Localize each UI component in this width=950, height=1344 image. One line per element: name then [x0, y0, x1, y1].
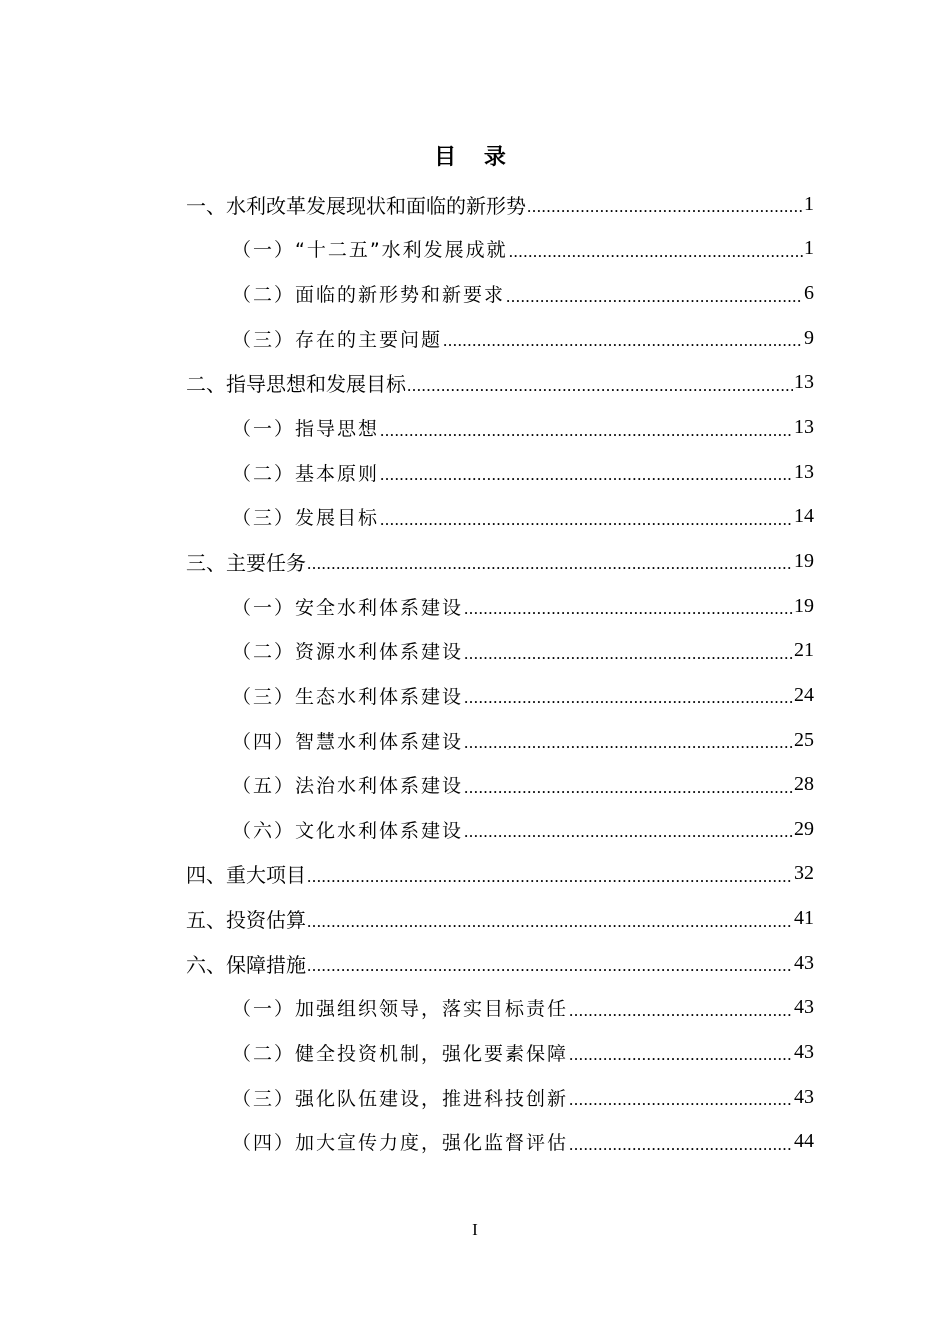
dot-leader: [569, 1045, 793, 1065]
dot-leader: [464, 822, 793, 842]
toc-entry[interactable]: [0, 941, 950, 986]
toc-entry[interactable]: [0, 405, 950, 450]
toc-entry[interactable]: [0, 628, 950, 673]
dot-leader: [464, 733, 793, 753]
toc-entry[interactable]: [0, 852, 950, 897]
toc-entry-label: （二）面临的新形势和新要求: [232, 284, 506, 307]
toc-entry[interactable]: [0, 227, 950, 272]
dot-leader: [464, 778, 793, 798]
toc-entry-page: 43: [794, 951, 814, 974]
dot-leader: [464, 644, 793, 664]
toc-entry-page: 28: [794, 773, 814, 796]
toc-entry-label: （六）文化水利体系建设: [232, 819, 464, 842]
toc-entry[interactable]: [0, 896, 950, 941]
toc-entry-page: 43: [794, 996, 814, 1019]
dot-leader: [527, 197, 803, 217]
toc-entry[interactable]: [0, 584, 950, 629]
toc-entry-label: 一、水利改革发展现状和面临的新形势: [186, 193, 526, 218]
toc-entry-page: 43: [794, 1085, 814, 1108]
toc-entry-page: 1: [804, 192, 814, 215]
toc-entry-label: 二、指导思想和发展目标: [186, 372, 406, 397]
dot-leader: [380, 421, 793, 441]
toc-entry-page: 29: [794, 817, 814, 840]
toc-entry[interactable]: [0, 986, 950, 1031]
toc-entry-page: 1: [804, 237, 814, 260]
toc-entry[interactable]: [0, 807, 950, 852]
toc-entry-label: （二）健全投资机制，强化要素保障: [232, 1042, 569, 1065]
toc-entry[interactable]: [0, 1075, 950, 1120]
toc-entry-label: （一）指导思想: [232, 418, 380, 441]
toc-entry[interactable]: [0, 718, 950, 763]
page-title: 目 录: [434, 144, 516, 170]
toc-entry-page: 21: [794, 639, 814, 662]
toc-entry-page: 19: [794, 549, 814, 572]
toc-entry[interactable]: [0, 1030, 950, 1075]
dot-leader: [464, 688, 793, 708]
toc-entry[interactable]: [0, 271, 950, 316]
toc-entry-page: 19: [794, 594, 814, 617]
toc-entry-page: 6: [804, 282, 814, 305]
toc-entry-label: （二）基本原则: [232, 462, 380, 485]
toc-entry-label: （二）资源水利体系建设: [232, 641, 464, 664]
toc-entry-label: （四）智慧水利体系建设: [232, 730, 464, 753]
dot-leader: [307, 912, 793, 932]
toc-entry[interactable]: [0, 316, 950, 361]
toc-entry-label: （一）加强组织领导，落实目标责任: [232, 998, 569, 1021]
toc-entry[interactable]: [0, 361, 950, 406]
toc-entry[interactable]: [0, 494, 950, 539]
toc-entry-label: （四）加大宣传力度，强化监督评估: [232, 1132, 569, 1155]
toc-entry[interactable]: [0, 539, 950, 584]
dot-leader: [407, 376, 793, 396]
toc-entry-label: （三）发展目标: [232, 507, 380, 530]
dot-leader: [307, 956, 793, 976]
dot-leader: [464, 599, 793, 619]
toc-entry-label: （三）存在的主要问题: [232, 328, 443, 351]
dot-leader: [569, 1135, 793, 1155]
toc-entry-label: （一）安全水利体系建设: [232, 596, 464, 619]
toc-entry-label: （五）法治水利体系建设: [232, 775, 464, 798]
toc-entry-page: 14: [794, 505, 814, 528]
toc-entry[interactable]: [0, 450, 950, 495]
table-of-contents: [0, 182, 950, 1164]
toc-entry[interactable]: [0, 182, 950, 227]
toc-entry[interactable]: [0, 1119, 950, 1164]
toc-entry-page: 13: [794, 371, 814, 394]
dot-leader: [509, 242, 803, 262]
dot-leader: [307, 867, 793, 887]
toc-entry-label: 五、投资估算: [186, 908, 306, 933]
dot-leader: [307, 554, 793, 574]
toc-entry-page: 25: [794, 728, 814, 751]
dot-leader: [569, 1001, 793, 1021]
toc-entry-page: 41: [794, 907, 814, 930]
toc-entry-page: 43: [794, 1040, 814, 1063]
toc-entry-page: 24: [794, 683, 814, 706]
dot-leader: [443, 331, 803, 351]
toc-entry-page: 9: [804, 326, 814, 349]
toc-entry-page: 13: [794, 416, 814, 439]
toc-entry-label: （三）强化队伍建设，推进科技创新: [232, 1087, 569, 1110]
toc-entry-label: （三）生态水利体系建设: [232, 685, 464, 708]
toc-entry-page: 44: [794, 1130, 814, 1153]
toc-entry-page: 32: [794, 862, 814, 885]
dot-leader: [506, 287, 803, 307]
toc-entry[interactable]: [0, 762, 950, 807]
dot-leader: [380, 465, 793, 485]
dot-leader: [569, 1090, 793, 1110]
toc-entry-label: 三、主要任务: [186, 550, 306, 575]
toc-entry-label: 六、保障措施: [186, 952, 306, 977]
toc-entry-label: 四、重大项目: [186, 863, 306, 888]
footer-page-number: I: [472, 1220, 478, 1239]
toc-entry[interactable]: [0, 673, 950, 718]
dot-leader: [380, 510, 793, 530]
toc-entry-label: （一）“十二五”水利发展成就: [232, 239, 508, 262]
toc-entry-page: 13: [794, 460, 814, 483]
